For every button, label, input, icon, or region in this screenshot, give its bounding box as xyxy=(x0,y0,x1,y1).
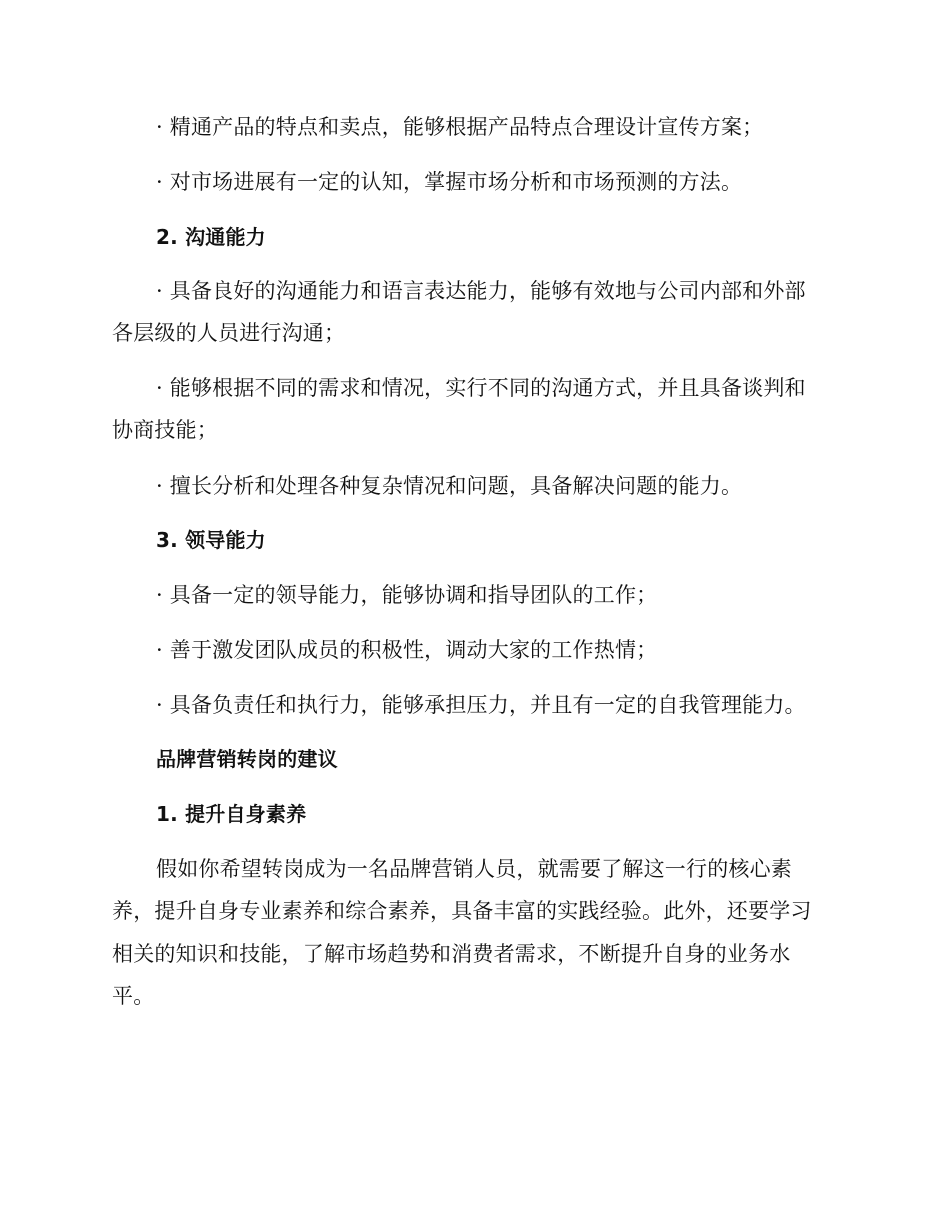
bullet-communication-2-line1: · 能够根据不同的需求和情况，实行不同的沟通方式，并且具备谈判和 xyxy=(156,376,806,400)
paragraph-line-1: 假如你希望转岗成为一名品牌营销人员，就需要了解这一行的核心素 xyxy=(156,857,792,881)
bullet-communication-1-line2: 各层级的人员进行沟通； xyxy=(112,321,346,345)
bullet-leadership-3: · 具备负责任和执行力，能够承担压力，并且有一定的自我管理能力。 xyxy=(156,693,806,717)
bullet-market-knowledge: · 对市场进展有一定的认知，掌握市场分析和市场预测的方法。 xyxy=(156,170,743,194)
bullet-leadership-1: · 具备一定的领导能力，能够协调和指导团队的工作； xyxy=(156,583,658,607)
bullet-communication-2-line2: 协商技能； xyxy=(112,418,218,442)
bullet-product-knowledge: · 精通产品的特点和卖点，能够根据产品特点合理设计宣传方案； xyxy=(156,115,764,139)
paragraph-line-4: 平。 xyxy=(112,984,155,1008)
section-title-transfer-advice: 品牌营销转岗的建议 xyxy=(156,747,338,771)
heading-communication: 2. 沟通能力 xyxy=(156,225,266,249)
heading-improve-self: 1. 提升自身素养 xyxy=(156,802,307,826)
bullet-communication-1-line1: · 具备良好的沟通能力和语言表达能力，能够有效地与公司内部和外部 xyxy=(156,279,806,303)
heading-leadership: 3. 领导能力 xyxy=(156,528,266,552)
bullet-communication-3: · 擅长分析和处理各种复杂情况和问题，具备解决问题的能力。 xyxy=(156,474,743,498)
paragraph-line-3: 相关的知识和技能，了解市场趋势和消费者需求，不断提升自身的业务水 xyxy=(112,942,791,966)
paragraph-line-2: 养，提升自身专业素养和综合素养，具备丰富的实践经验。此外，还要学习 xyxy=(112,899,812,923)
bullet-leadership-2: · 善于激发团队成员的积极性，调动大家的工作热情； xyxy=(156,638,658,662)
